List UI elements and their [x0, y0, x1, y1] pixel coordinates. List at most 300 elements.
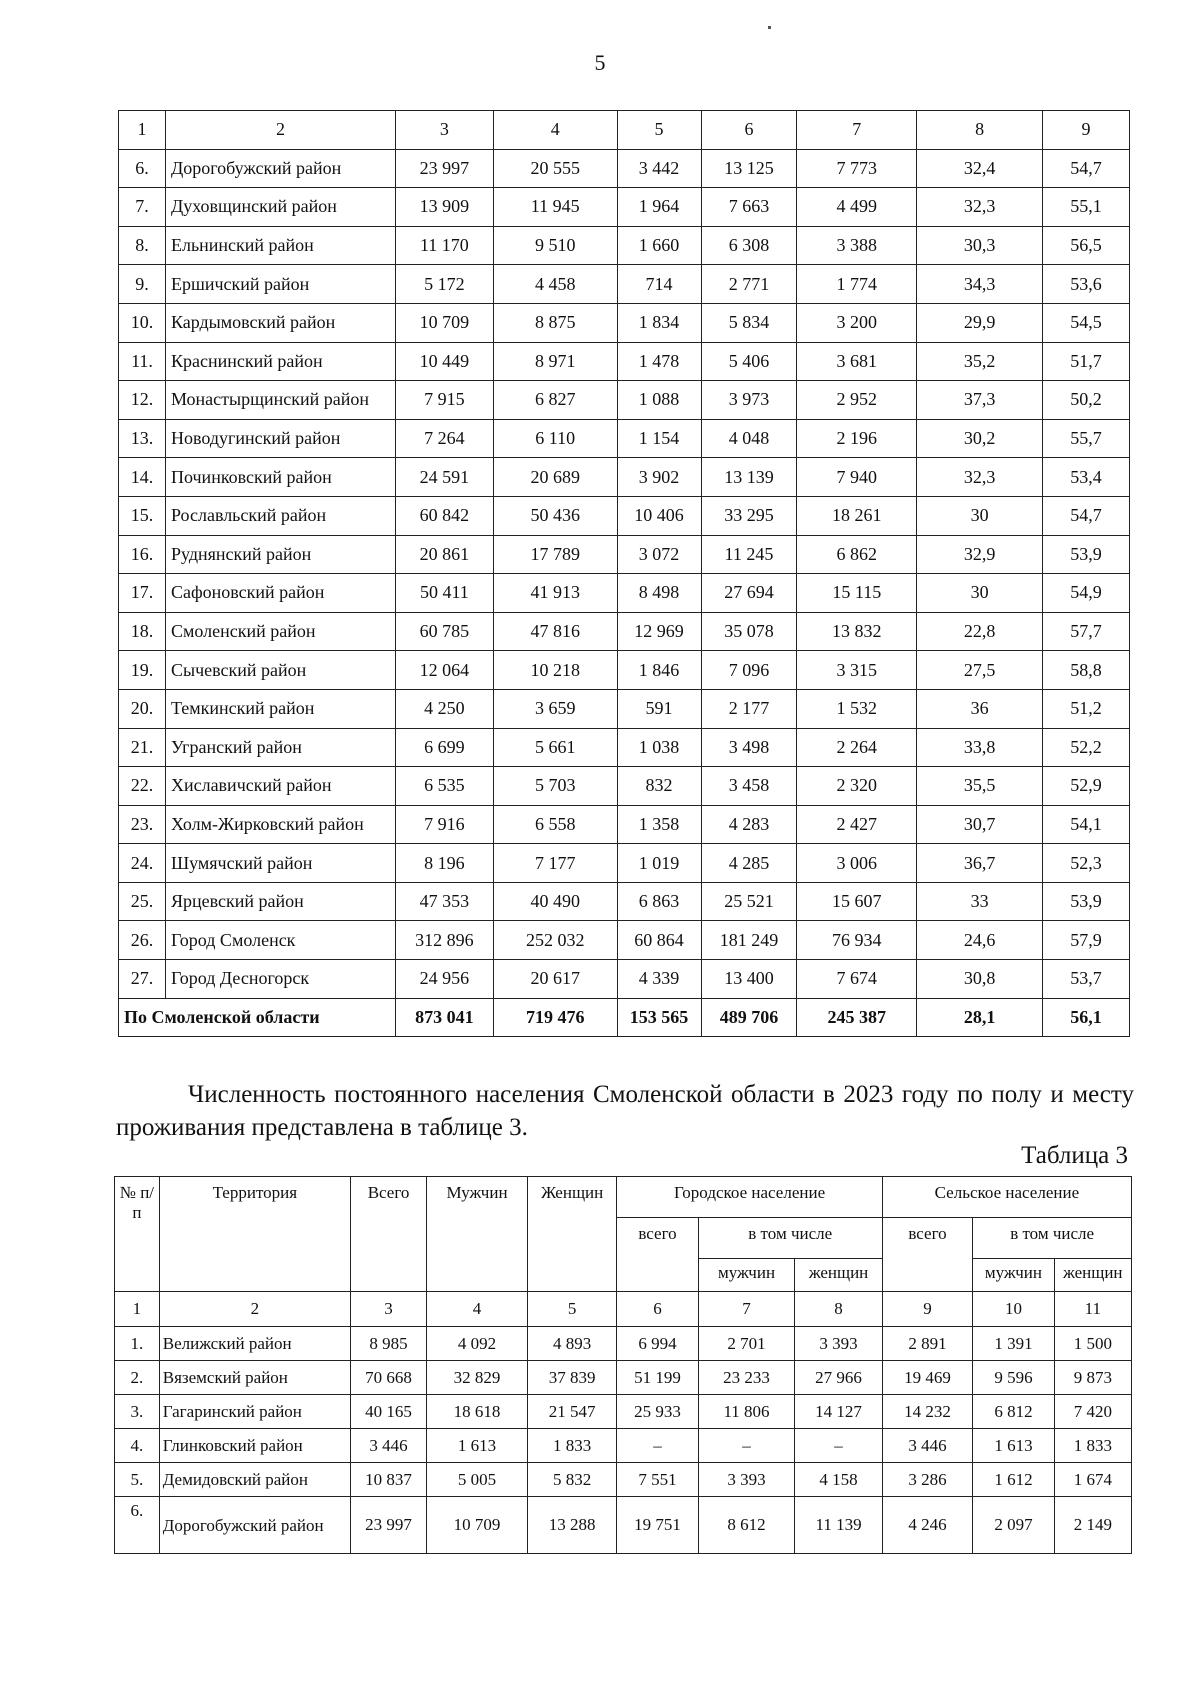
table-cell: 18 618 [427, 1395, 528, 1429]
table-cell: 24,6 [917, 921, 1043, 960]
row-number: 21. [119, 728, 166, 767]
table-cell: 2 771 [701, 265, 797, 304]
table-cell: 4 283 [701, 805, 797, 844]
table-row [119, 689, 1130, 728]
header-women: Женщин [527, 1177, 616, 1292]
table-row [119, 188, 1130, 227]
table-row [119, 149, 1130, 188]
header-urban-men: мужчин [698, 1259, 795, 1292]
total-cell: 873 041 [395, 998, 493, 1037]
table-cell: 17 789 [493, 535, 617, 574]
table-cell: 33 [917, 882, 1043, 921]
table-cell: 14 127 [795, 1395, 882, 1429]
table-cell: 60 842 [395, 496, 493, 535]
table-cell: 6 558 [493, 805, 617, 844]
table-cell: 312 896 [395, 921, 493, 960]
table-cell: 13 125 [701, 149, 797, 188]
table-row [119, 612, 1130, 651]
territory-name: Город Десногорск [165, 960, 395, 999]
table-cell: 25 521 [701, 882, 797, 921]
table-cell: 11 806 [698, 1395, 795, 1429]
table-cell: 30,2 [917, 419, 1043, 458]
column-number: 10 [973, 1292, 1054, 1327]
table-cell: 32 829 [427, 1361, 528, 1395]
row-number: 27. [119, 960, 166, 999]
territory-name: Новодугинский район [165, 419, 395, 458]
row-number: 18. [119, 612, 166, 651]
row-number: 4. [115, 1429, 160, 1463]
table-cell: 12 969 [617, 612, 701, 651]
total-label: По Смоленской области [119, 998, 396, 1037]
table-cell: 70 668 [350, 1361, 426, 1395]
table-cell: 54,7 [1043, 149, 1130, 188]
table-cell: 32,3 [917, 458, 1043, 497]
header-rural-men: мужчин [973, 1259, 1054, 1292]
row-number: 26. [119, 921, 166, 960]
table-cell: 9 596 [973, 1361, 1054, 1395]
table-cell: 27,5 [917, 651, 1043, 690]
table-cell: 4 048 [701, 419, 797, 458]
table-cell: 1 478 [617, 342, 701, 381]
table-cell: 32,4 [917, 149, 1043, 188]
table-cell: 53,4 [1043, 458, 1130, 497]
table-cell: 1 846 [617, 651, 701, 690]
header-urban-including: в том числе [698, 1218, 882, 1259]
table-cell: 6 862 [797, 535, 917, 574]
table-cell: 23 233 [698, 1361, 795, 1395]
table-row [119, 921, 1130, 960]
table-cell: 1 500 [1054, 1327, 1131, 1361]
table-cell: 4 893 [527, 1327, 616, 1361]
table-cell: 13 909 [395, 188, 493, 227]
table-cell: 6 827 [493, 381, 617, 420]
table-cell: 11 139 [795, 1497, 882, 1554]
column-number: 3 [395, 111, 493, 150]
table-cell: 19 751 [617, 1497, 698, 1554]
table-cell: 51 199 [617, 1361, 698, 1395]
total-cell: 56,1 [1043, 998, 1130, 1037]
table-cell: 7 915 [395, 381, 493, 420]
table-cell: 4 458 [493, 265, 617, 304]
table-cell: 54,5 [1043, 303, 1130, 342]
table-cell: 53,9 [1043, 535, 1130, 574]
row-number: 25. [119, 882, 166, 921]
column-number: 2 [159, 1292, 350, 1327]
table-cell: 13 400 [701, 960, 797, 999]
table-cell: 3 902 [617, 458, 701, 497]
table-cell: 7 420 [1054, 1395, 1131, 1429]
territory-name: Сычевский район [165, 651, 395, 690]
column-number: 2 [165, 111, 395, 150]
table-cell: – [698, 1429, 795, 1463]
territory-name: Ельнинский район [165, 226, 395, 265]
table-row [115, 1429, 1132, 1463]
table-cell: 15 115 [797, 574, 917, 613]
total-row [119, 998, 1130, 1037]
table-cell: 2 952 [797, 381, 917, 420]
table-row [119, 303, 1130, 342]
table-cell: 1 154 [617, 419, 701, 458]
column-number: 8 [795, 1292, 882, 1327]
table-cell: 3 006 [797, 844, 917, 883]
table-cell: 8 612 [698, 1497, 795, 1554]
column-number: 4 [493, 111, 617, 150]
table-cell: 40 490 [493, 882, 617, 921]
table-cell: 7 663 [701, 188, 797, 227]
table-cell: 3 286 [882, 1463, 973, 1497]
table-row [115, 1395, 1132, 1429]
row-number: 20. [119, 689, 166, 728]
table-cell: 51,2 [1043, 689, 1130, 728]
table-row [119, 496, 1130, 535]
table-cell: 30,7 [917, 805, 1043, 844]
header-rural-all: всего [882, 1218, 973, 1292]
territory-name: Дорогобужский район [159, 1497, 350, 1554]
table-cell: 5 834 [701, 303, 797, 342]
table-cell: 1 613 [973, 1429, 1054, 1463]
table-cell: 3 072 [617, 535, 701, 574]
table-cell: 57,7 [1043, 612, 1130, 651]
header-urban-women: женщин [795, 1259, 882, 1292]
territory-name: Краснинский район [165, 342, 395, 381]
table-cell: 4 246 [882, 1497, 973, 1554]
table-cell: 56,5 [1043, 226, 1130, 265]
table-cell: – [795, 1429, 882, 1463]
table-cell: 13 139 [701, 458, 797, 497]
row-number: 22. [119, 767, 166, 806]
table-row [119, 767, 1130, 806]
table-cell: 22,8 [917, 612, 1043, 651]
table-cell: 4 158 [795, 1463, 882, 1497]
row-number: 5. [115, 1463, 160, 1497]
table-cell: 3 393 [698, 1463, 795, 1497]
table-cell: 1 358 [617, 805, 701, 844]
table-row [119, 651, 1130, 690]
table-row [119, 226, 1130, 265]
table-row [119, 419, 1130, 458]
row-number: 14. [119, 458, 166, 497]
table-cell: 6 308 [701, 226, 797, 265]
table-cell: 9 510 [493, 226, 617, 265]
table-cell: 3 446 [882, 1429, 973, 1463]
table-cell: 7 551 [617, 1463, 698, 1497]
table-cell: 5 832 [527, 1463, 616, 1497]
table-cell: 3 315 [797, 651, 917, 690]
table-row [119, 535, 1130, 574]
table-cell: 27 966 [795, 1361, 882, 1395]
header-rural: Сельское население [882, 1177, 1131, 1218]
table-cell: 7 264 [395, 419, 493, 458]
table-cell: 7 916 [395, 805, 493, 844]
territory-name: Монастырщинский район [165, 381, 395, 420]
table-cell: 6 535 [395, 767, 493, 806]
row-number: 11. [119, 342, 166, 381]
table-cell: 8 498 [617, 574, 701, 613]
table-row [119, 844, 1130, 883]
table-cell: 52,2 [1043, 728, 1130, 767]
column-number: 5 [617, 111, 701, 150]
table-cell: 4 339 [617, 960, 701, 999]
table-cell: 58,8 [1043, 651, 1130, 690]
table-cell: 3 388 [797, 226, 917, 265]
table-cell: 47 816 [493, 612, 617, 651]
table-cell: 591 [617, 689, 701, 728]
table-cell: 24 591 [395, 458, 493, 497]
table-cell: 27 694 [701, 574, 797, 613]
table-cell: 2 097 [973, 1497, 1054, 1554]
table-cell: 1 532 [797, 689, 917, 728]
table-cell: 30 [917, 496, 1043, 535]
table-cell: 54,9 [1043, 574, 1130, 613]
table-cell: 8 196 [395, 844, 493, 883]
table-cell: 11 170 [395, 226, 493, 265]
table-cell: 7 674 [797, 960, 917, 999]
table-cell: 30 [917, 574, 1043, 613]
table-row [119, 381, 1130, 420]
table-cell: 1 019 [617, 844, 701, 883]
table-cell: 4 250 [395, 689, 493, 728]
table-cell: 2 264 [797, 728, 917, 767]
table-cell: 13 832 [797, 612, 917, 651]
territory-name: Ершичский район [165, 265, 395, 304]
table-cell: 35,5 [917, 767, 1043, 806]
header-territory: Территория [159, 1177, 350, 1292]
table-cell: 3 681 [797, 342, 917, 381]
table-cell: 6 812 [973, 1395, 1054, 1429]
table-cell: 714 [617, 265, 701, 304]
table-cell: 32,9 [917, 535, 1043, 574]
table-cell: 53,9 [1043, 882, 1130, 921]
table-cell: 5 172 [395, 265, 493, 304]
table-cell: 8 971 [493, 342, 617, 381]
header-rural-women: женщин [1054, 1259, 1131, 1292]
table-cell: 50 411 [395, 574, 493, 613]
table-cell: 7 096 [701, 651, 797, 690]
header-total: Всего [350, 1177, 426, 1292]
row-number: 13. [119, 419, 166, 458]
table-cell: 10 709 [427, 1497, 528, 1554]
row-number: 24. [119, 844, 166, 883]
table-cell: 3 659 [493, 689, 617, 728]
territory-name: Угранский район [165, 728, 395, 767]
table-cell: 8 985 [350, 1327, 426, 1361]
table-cell: 55,7 [1043, 419, 1130, 458]
table-row [119, 265, 1130, 304]
territory-name: Кардымовский район [165, 303, 395, 342]
table-cell: 30,8 [917, 960, 1043, 999]
territory-name: Город Смоленск [165, 921, 395, 960]
table-cell: 20 617 [493, 960, 617, 999]
table-cell: 3 498 [701, 728, 797, 767]
table-row [119, 882, 1130, 921]
column-number: 1 [115, 1292, 160, 1327]
table-cell: 25 933 [617, 1395, 698, 1429]
table-cell: 33,8 [917, 728, 1043, 767]
table-cell: 6 110 [493, 419, 617, 458]
table-cell: 5 661 [493, 728, 617, 767]
territory-name: Темкинский район [165, 689, 395, 728]
table-cell: 8 875 [493, 303, 617, 342]
table-cell: 37 839 [527, 1361, 616, 1395]
column-number: 1 [119, 111, 166, 150]
table-cell: 7 177 [493, 844, 617, 883]
column-number: 6 [617, 1292, 698, 1327]
row-number: 8. [119, 226, 166, 265]
total-cell: 245 387 [797, 998, 917, 1037]
table-cell: 20 689 [493, 458, 617, 497]
territory-name: Хиславичский район [165, 767, 395, 806]
table-cell: 5 703 [493, 767, 617, 806]
table-cell: 24 956 [395, 960, 493, 999]
table-row [119, 342, 1130, 381]
territory-name: Дорогобужский район [165, 149, 395, 188]
table-cell: 10 449 [395, 342, 493, 381]
table-cell: 4 285 [701, 844, 797, 883]
table-cell: 3 973 [701, 381, 797, 420]
table-row [115, 1497, 1132, 1554]
table-cell: 5 005 [427, 1463, 528, 1497]
table-cell: 50 436 [493, 496, 617, 535]
table-row [115, 1361, 1132, 1395]
table-cell: 1 833 [527, 1429, 616, 1463]
row-number: 2. [115, 1361, 160, 1395]
territory-name: Смоленский район [165, 612, 395, 651]
table-cell: 6 994 [617, 1327, 698, 1361]
table-cell: 7 940 [797, 458, 917, 497]
table-cell: 2 427 [797, 805, 917, 844]
territory-name: Вяземский район [159, 1361, 350, 1395]
table-cell: 6 863 [617, 882, 701, 921]
table-cell: 9 873 [1054, 1361, 1131, 1395]
row-number: 17. [119, 574, 166, 613]
table-row [119, 728, 1130, 767]
table-cell: 2 149 [1054, 1497, 1131, 1554]
table-cell: 12 064 [395, 651, 493, 690]
table-cell: 1 038 [617, 728, 701, 767]
table-cell: 20 861 [395, 535, 493, 574]
territory-name: Демидовский район [159, 1463, 350, 1497]
table-cell: 15 607 [797, 882, 917, 921]
table-cell: 54,1 [1043, 805, 1130, 844]
table-row [119, 805, 1130, 844]
row-number: 19. [119, 651, 166, 690]
territory-name: Глинковский район [159, 1429, 350, 1463]
table-cell: 53,6 [1043, 265, 1130, 304]
table-row [115, 1463, 1132, 1497]
territory-name: Шумячский район [165, 844, 395, 883]
table-cell: 29,9 [917, 303, 1043, 342]
table-cell: 10 218 [493, 651, 617, 690]
table-row [119, 458, 1130, 497]
row-number: 15. [119, 496, 166, 535]
table-cell: 1 964 [617, 188, 701, 227]
table-cell: 33 295 [701, 496, 797, 535]
total-cell: 153 565 [617, 998, 701, 1037]
table-cell: 5 406 [701, 342, 797, 381]
territory-name: Сафоновский район [165, 574, 395, 613]
row-number: 6. [119, 149, 166, 188]
row-number: 6. [115, 1497, 160, 1554]
intro-paragraph: Численность постоянного населения Смоленской области в 2023 году по полу и месту проживания представлена в таблице 3. [116, 1081, 1134, 1141]
table-cell: 1 833 [1054, 1429, 1131, 1463]
table-cell: 51,7 [1043, 342, 1130, 381]
table-cell: 14 232 [882, 1395, 973, 1429]
territory-name: Гагаринский район [159, 1395, 350, 1429]
table-cell: 76 934 [797, 921, 917, 960]
table-cell: 4 092 [427, 1327, 528, 1361]
table-cell: 2 891 [882, 1327, 973, 1361]
table-cell: 35,2 [917, 342, 1043, 381]
table-cell: 1 774 [797, 265, 917, 304]
territory-name: Духовщинский район [165, 188, 395, 227]
population-by-sex-table [114, 1176, 1132, 1554]
table-cell: 7 773 [797, 149, 917, 188]
table-cell: 55,1 [1043, 188, 1130, 227]
table-cell: 2 177 [701, 689, 797, 728]
table-cell: 13 288 [527, 1497, 616, 1554]
table-cell: 252 032 [493, 921, 617, 960]
table-cell: – [617, 1429, 698, 1463]
table-cell: 19 469 [882, 1361, 973, 1395]
table-cell: 30,3 [917, 226, 1043, 265]
table-cell: 1 613 [427, 1429, 528, 1463]
table-cell: 40 165 [350, 1395, 426, 1429]
table-cell: 181 249 [701, 921, 797, 960]
total-cell: 489 706 [701, 998, 797, 1037]
table-cell: 18 261 [797, 496, 917, 535]
row-number: 12. [119, 381, 166, 420]
table-cell: 1 612 [973, 1463, 1054, 1497]
row-number: 23. [119, 805, 166, 844]
row-number: 7. [119, 188, 166, 227]
table-cell: 4 499 [797, 188, 917, 227]
table-cell: 1 834 [617, 303, 701, 342]
table-cell: 3 200 [797, 303, 917, 342]
table-cell: 1 660 [617, 226, 701, 265]
column-number: 11 [1054, 1292, 1131, 1327]
total-cell: 719 476 [493, 998, 617, 1037]
table-cell: 6 699 [395, 728, 493, 767]
table-cell: 10 406 [617, 496, 701, 535]
table-cell: 1 391 [973, 1327, 1054, 1361]
column-number: 9 [1043, 111, 1130, 150]
table-cell: 21 547 [527, 1395, 616, 1429]
table-row [119, 574, 1130, 613]
table-cell: 10 709 [395, 303, 493, 342]
column-number: 6 [701, 111, 797, 150]
total-cell: 28,1 [917, 998, 1043, 1037]
page-number: 5 [594, 50, 606, 75]
table3-caption: Таблица 3 [1021, 1142, 1128, 1169]
table-cell: 3 446 [350, 1429, 426, 1463]
table-cell: 23 997 [350, 1497, 426, 1554]
table-cell: 52,9 [1043, 767, 1130, 806]
territory-name: Рославльский район [165, 496, 395, 535]
column-number: 9 [882, 1292, 973, 1327]
table-cell: 23 997 [395, 149, 493, 188]
table-cell: 832 [617, 767, 701, 806]
row-number: 16. [119, 535, 166, 574]
column-number: 5 [527, 1292, 616, 1327]
table-cell: 2 320 [797, 767, 917, 806]
column-number-row [115, 1292, 1132, 1327]
table-cell: 3 458 [701, 767, 797, 806]
territory-name: Руднянский район [165, 535, 395, 574]
table-cell: 37,3 [917, 381, 1043, 420]
header-urban: Городское население [617, 1177, 882, 1218]
header-men: Мужчин [427, 1177, 528, 1292]
scan-speck [768, 26, 771, 29]
